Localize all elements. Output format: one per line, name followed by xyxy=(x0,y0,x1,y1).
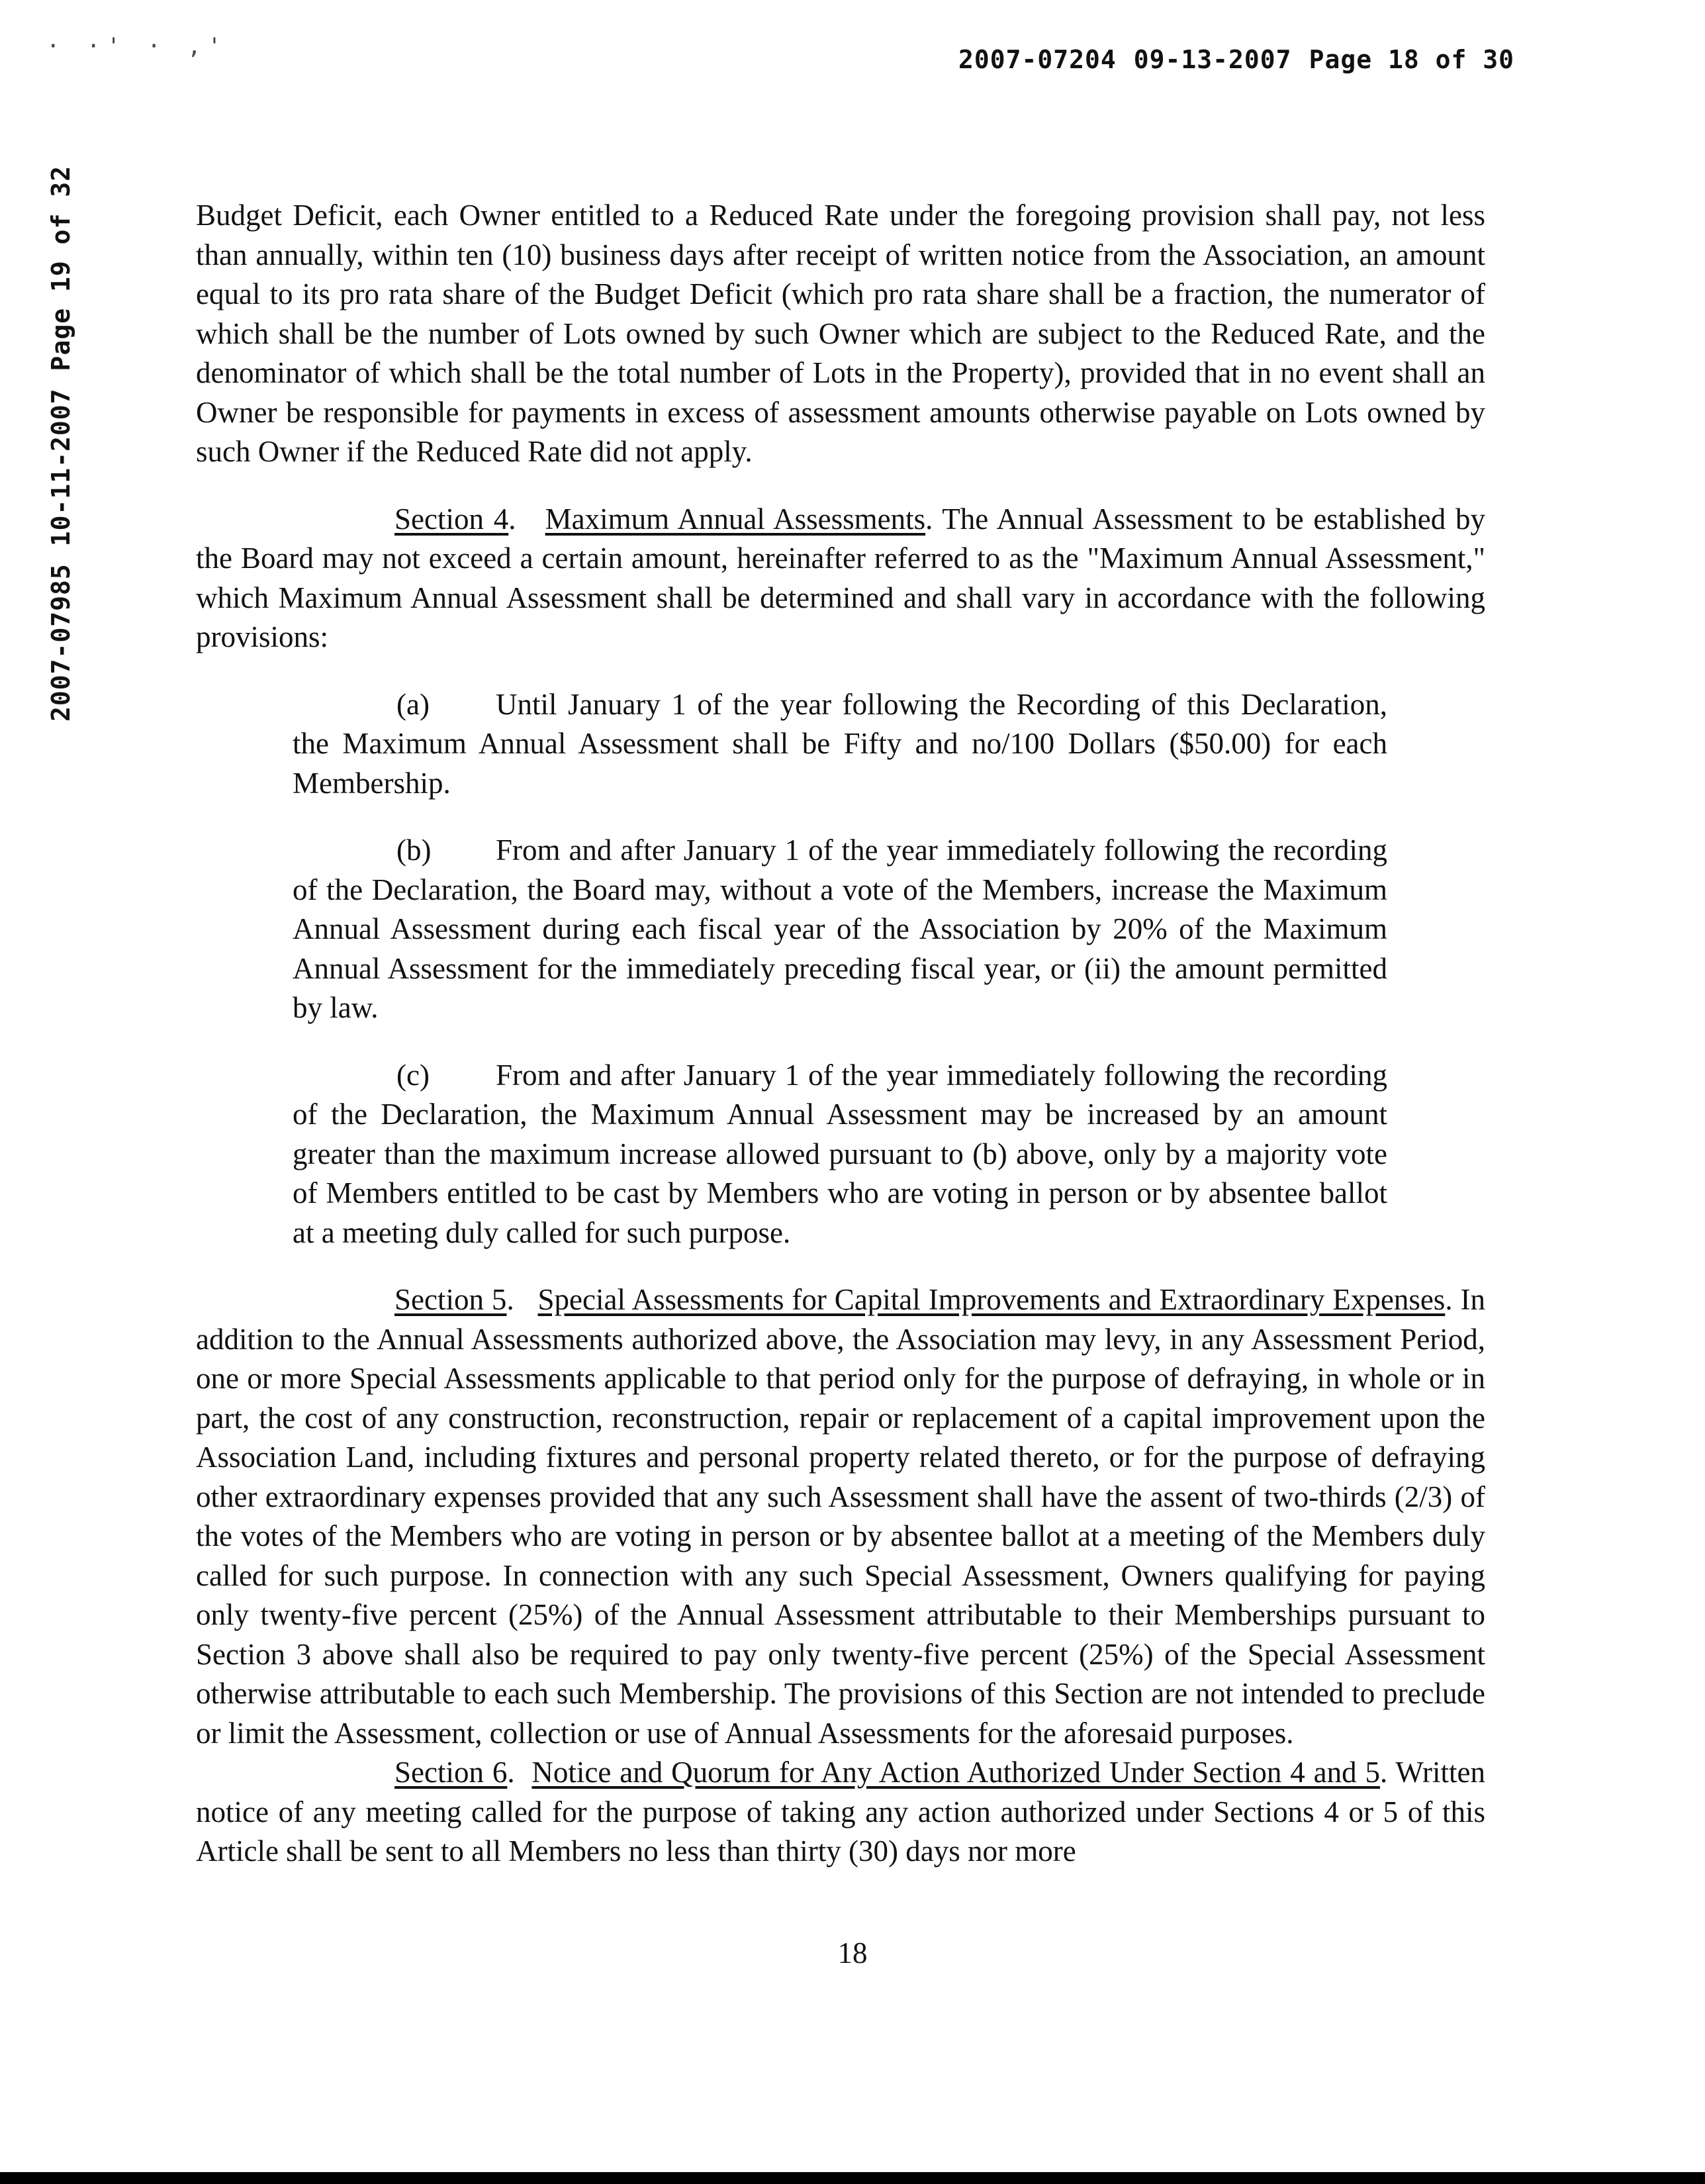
scan-border xyxy=(0,2172,1705,2184)
section-6-label: Section 6 xyxy=(394,1756,508,1789)
list-item-a-label: (a) xyxy=(396,687,430,721)
section-6-title: Notice and Quorum for Any Action Authorized Under Section 4 and 5 xyxy=(531,1756,1381,1789)
page-number: 18 xyxy=(837,1936,868,1970)
list-item-c-label: (c) xyxy=(396,1058,430,1092)
section-5-text: In addition to the Annual Assessments authorized above, the Association may levy, in any Assessment Period, one or more Special Assessments applicable to that period only for the purpose of defraying, in whole or in part, the cost of any construction, reconstruction, repair or replacement of a capital improvement upon the Association Land, including fixtures and personal property related thereto, or for the purpose of defraying other extraordinary expenses provided that any such Assessment shall have the assent of two-thirds (2/3) of the votes of the Members who are voting in person or by absentee ballot at a meeting of the Members duly called for such purpose. In connection with any such Special Assessment, Owners qualifying for paying only twenty-five percent (25%) of the Annual Assessment attributable to their Memberships pursuant to Section 3 above shall also be required to pay only twenty-five percent (25%) of the Special Assessment otherwise attributable to each such Membership. The provisions of this Section are not intended to preclude or limit the Assessment, collection or use of Annual Assessments for the aforesaid purposes. xyxy=(196,1283,1486,1750)
section-5-title: Special Assessments for Capital Improvements and Extraordinary Expenses xyxy=(537,1283,1446,1316)
list-item-c-text: From and after January 1 of the year immediately following the recording of the Declaration, the Maximum Annual Assessment may be increased by an amount greater than the maximum increase allowed pursuant to (b) above, only by a majority vote of Members entitled to be cast by Members who are voting in person or by absentee ballot at a meeting duly called for such purpose. xyxy=(293,1058,1387,1249)
section-5-label: Section 5 xyxy=(394,1283,507,1316)
section-4-text: The Annual Assessment to be established by the Board may not exceed a certain amount, hereinafter referred to as the "Maximum Annual Assessment," which Maximum Annual Assessment shall be determined and shall vary in accordance with the following provisions: xyxy=(196,502,1485,653)
document-body xyxy=(196,196,1485,1872)
header-date: 09-13-2007 xyxy=(1133,45,1292,74)
recording-stamp-side xyxy=(46,166,75,722)
list-item-b-label: (b) xyxy=(396,833,432,867)
list-item-c xyxy=(293,1056,1387,1253)
scan-specks: · ·' · ,' xyxy=(46,33,228,60)
header-page-label: Page 18 of 30 xyxy=(1309,45,1514,74)
paragraph-section-5: Section 5. Special Assessments for Capital Improvements and Extraordinary Expenses. In addition to the Annual Assessments authorized above, the Association may levy, in any Assessment Period, one or more Special Assessments applicable to that period only for the purpose of defraying, in whole or in part, the cost of any construction, reconstruction, repair or replacement of a capital improvement upon the Association Land, including fixtures and personal property related thereto, or for the purpose of defraying other extraordinary expenses provided that any such Assessment shall have the assent of two-thirds (2/3) of the votes of the Members who are voting in person or by absentee ballot at a meeting of the Members duly called for such purpose. In connection with any such Special Assessment, Owners qualifying for paying only twenty-five percent (25%) of the Annual Assessment attributable to their Memberships pursuant to Section 3 above shall also be required to pay only twenty-five percent (25%) of the Special Assessment otherwise attributable to each such Membership. The provisions of this Section are not intended to preclude or limit the Assessment, collection or use of Annual Assessments for the aforesaid purposes. xyxy=(196,1283,1486,1750)
section-6-text: Written notice of any meeting called for the purpose of taking any action authorized under Sections 4 or 5 of this Article shall be sent to all Members no less than thirty (30) days nor more xyxy=(196,1756,1486,1868)
paragraph-section-4: Section 4. Maximum Annual Assessments. The Annual Assessment to be established by the Board may not exceed a certain amount, hereinafter referred to as the "Maximum Annual Assessment," which Maximum Annual Assessment shall be determined and shall vary in accordance with the following provisions: xyxy=(196,502,1485,653)
side-doc-number: 2007-07985 xyxy=(46,563,75,722)
header-doc-number: 2007-07204 xyxy=(958,45,1117,74)
section-4-title: Maximum Annual Assessments xyxy=(545,502,926,536)
list-item-a-text: Until January 1 of the year following the Recording of this Declaration, the Maximum Annual Assessment shall be Fifty and no/100 Dollars ($50.00) for each Membership. xyxy=(293,687,1387,800)
list-item-a xyxy=(293,685,1387,804)
side-page-label: Page 19 of 32 xyxy=(46,166,75,371)
paragraph-budget-deficit: Budget Deficit, each Owner entitled to a Reduced Rate under the foregoing provision shall pay, not less than annually, within ten (10) business days after receipt of written notice from the Association, an amount equal to its pro rata share of the Budget Deficit (which pro rata share shall be a fraction, the numerator of which shall be the number of Lots owned by such Owner which are subject to the Reduced Rate, and the denominator of which shall be the total number of Lots in the Property), provided that in no event shall an Owner be responsible for payments in excess of assessment amounts otherwise payable on Lots owned by such Owner if the Reduced Rate did not apply. xyxy=(196,199,1485,468)
recording-stamp-header xyxy=(958,45,1514,74)
side-date: 10-11-2007 xyxy=(46,388,75,547)
list-item-b-text: From and after January 1 of the year immediately following the recording of the Declaration, the Board may, without a vote of the Members, increase the Maximum Annual Assessment during each fiscal year of the Association by 20% of the Maximum Annual Assessment for the immediately preceding fiscal year, or (ii) the amount permitted by law. xyxy=(293,833,1387,1024)
list-item-b xyxy=(293,831,1387,1028)
paragraph-section-6: Section 6. Notice and Quorum for Any Action Authorized Under Section 4 and 5. Written notice of any meeting called for the purpose of taking any action authorized under Sections 4 or 5 of this Article shall be sent to all Members no less than thirty (30) days nor more xyxy=(196,1756,1486,1868)
section-4-label: Section 4 xyxy=(394,502,509,536)
